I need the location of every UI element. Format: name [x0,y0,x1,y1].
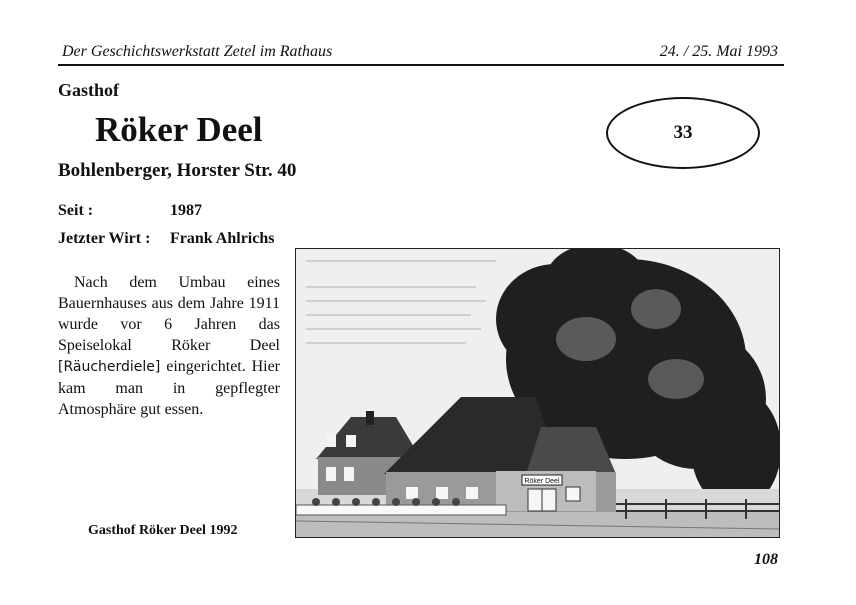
historic-photo [295,248,780,538]
host-value: Frank Ahlrichs [170,230,275,247]
header-rule [58,64,784,66]
since-label: Seit : [58,202,94,219]
header-date: 24. / 25. Mai 1993 [659,43,778,60]
photo-caption: Gasthof Röker Deel 1992 [88,523,238,538]
since-value: 1987 [170,202,202,219]
description-text-2: eingerichtet. Hier kam man in gepflegter Atmosphäre gut essen. [58,358,280,418]
description-text-1: Nach dem Umbau eines Bauernhauses aus dem Jahre 1911 wurde vor 6 Jahren das Speiselokal Röker Deel [58,274,280,354]
entry-number: 33 [673,122,693,143]
page-number: 108 [754,551,778,568]
description-bracket: [Räucherdiele] [58,359,161,375]
address: Bohlenberger, Horster Str. 40 [58,160,297,181]
entry-number-badge [606,97,760,169]
page-title: Röker Deel [95,110,263,149]
building-sign: Röker Deel [524,478,560,485]
header-left: Der Geschichtswerkstatt Zetel im Rathaus [62,43,333,60]
host-label: Jetzter Wirt : [58,230,151,247]
photo-illustration [296,249,779,537]
description-paragraph [58,272,280,420]
entry-label: Gasthof [58,80,120,100]
